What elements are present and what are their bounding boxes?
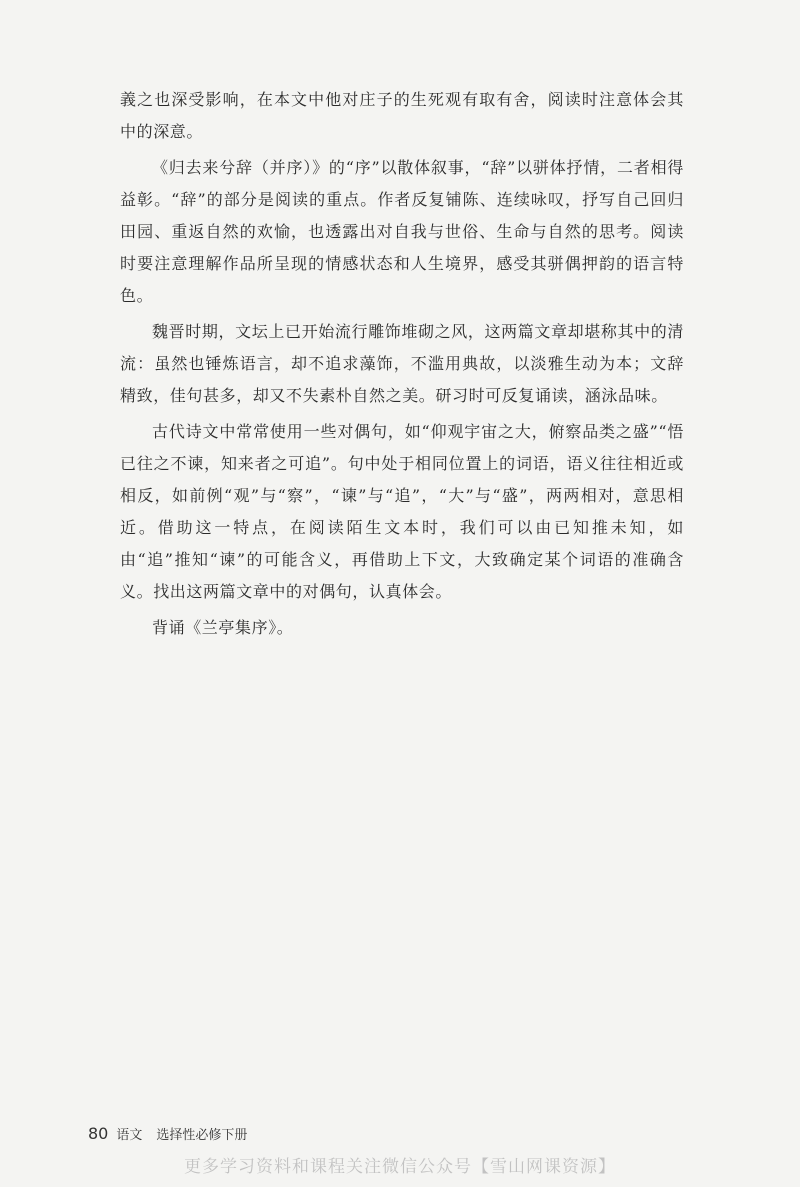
body-text	[120, 84, 684, 648]
page-number: 80	[88, 1124, 109, 1143]
paragraph-1: 義之也深受影响，在本文中他对庄子的生死观有取有舍，阅读时注意体会其中的深意。	[120, 90, 684, 141]
footer-subject: 语文	[116, 1128, 143, 1143]
paragraph-5: 背诵《兰亭集序》。	[152, 618, 294, 637]
page-footer	[88, 1124, 247, 1143]
footer-volume: 选择性必修下册	[156, 1128, 248, 1143]
paragraph-2: 《归去来兮辞（并序）》的“序”以散体叙事，“辞”以骈体抒情，二者相得益彰。“辞”的部分是阅读的重点。作者反复铺陈、连续咏叹，抒写自己回归田园、重返自然的欢愉，也透露出对自我与世俗、生命与自然的思考。阅读时要注意理解作品所呈现的情感状态和人生境界，感受其骈偶押韵的语言特色。	[120, 158, 684, 305]
watermark-text: 更多学习资料和课程关注微信公众号【雪山网课资源】	[184, 1157, 616, 1177]
paragraph-4: 古代诗文中常常使用一些对偶句，如“仰观宇宙之大，俯察品类之盛”“悟已往之不谏，知来者之可追”。句中处于相同位置上的词语，语义往往相近或相反，如前例“观”与“察”，“谏”与“追”，“大”与“盛”，两两相对，意思相近。借助这一特点，在阅读陌生文本时，我们可以由已知推未知，如由“追”推知“谏”的可能含义，再借助上下文，大致确定某个词语的准确含义。找出这两篇文章中的对偶句，认真体会。	[120, 422, 684, 601]
paragraph-3: 魏晋时期，文坛上已开始流行雕饰堆砌之风，这两篇文章却堪称其中的清流：虽然也锤炼语言，却不追求藻饰，不滥用典故，以淡雅生动为本；文辞精致，佳句甚多，却又不失素朴自然之美。研习时可反复诵读，涵泳品味。	[120, 322, 684, 405]
